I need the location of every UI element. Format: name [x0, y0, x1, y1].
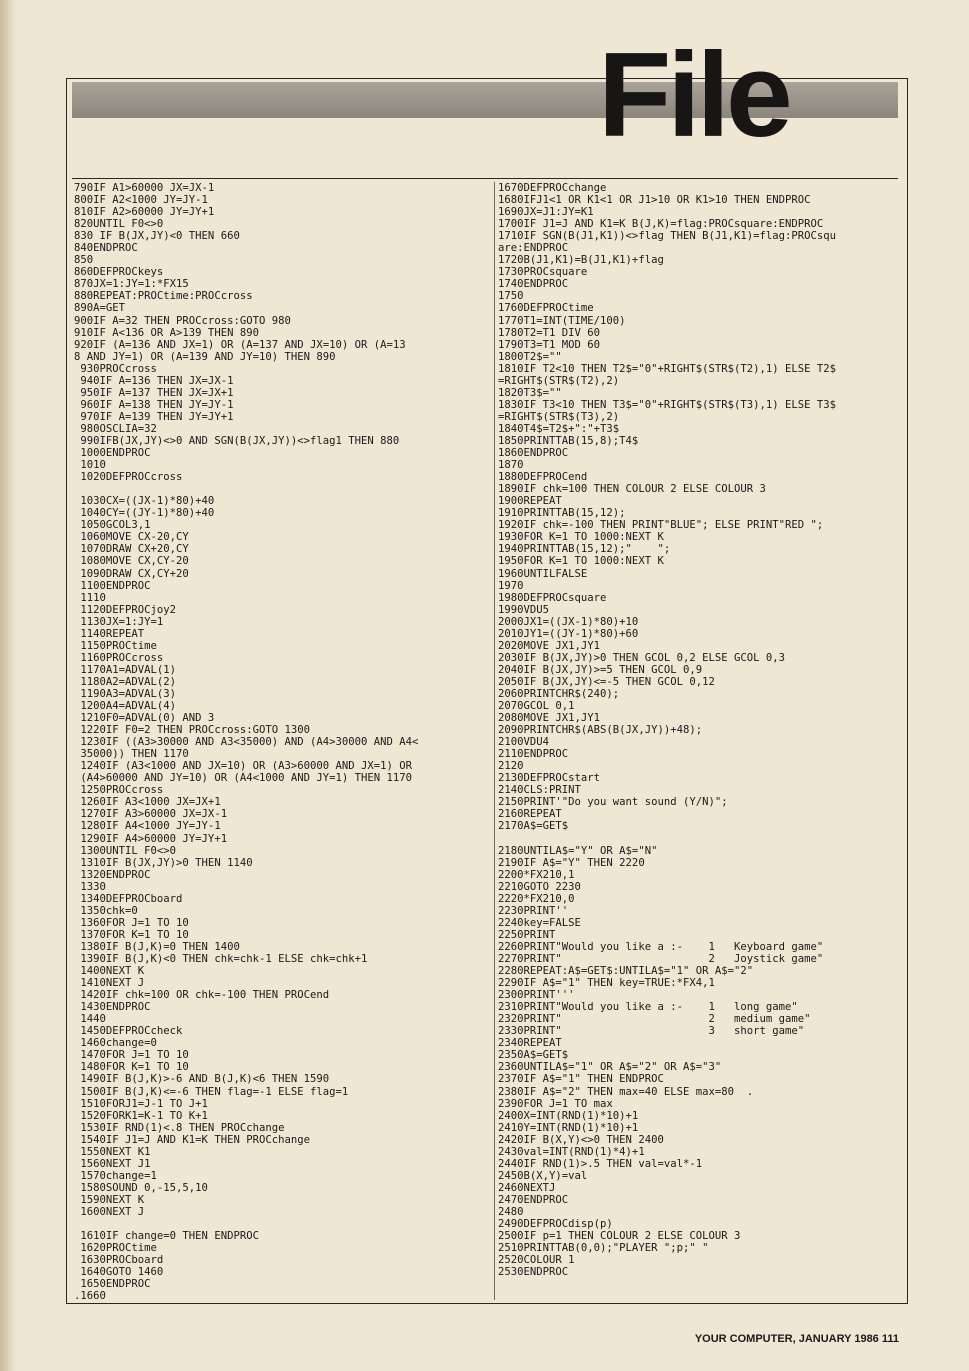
code-line: [74, 483, 494, 495]
code-line: 1040CY=((JY-1)*80)+40: [74, 507, 215, 520]
code-line: 2160REPEAT: [498, 808, 562, 821]
code-line: 1750: [498, 290, 524, 303]
code-line: 990IFB(JX,JY)<>0 AND SGN(B(JX,JY))<>flag1 THEN 880: [74, 434, 400, 447]
code-line: 1410NEXT J: [74, 977, 145, 990]
code-line: 1280IF A4<1000 JY=JY-1: [74, 820, 221, 833]
code-line: 980OSCLIA=32: [74, 422, 157, 435]
code-line: 1870: [498, 459, 524, 472]
code-line: 1140REPEAT: [74, 627, 145, 640]
code-line: 2060PRINTCHR$(240);: [498, 687, 620, 700]
code-line: =RIGHT$(STR$(T2),2): [498, 374, 620, 387]
code-line: 1840T4$=T2$+":"+T3$: [498, 422, 620, 435]
code-line: 2510PRINTTAB(0,0);"PLAYER ";p;" ": [498, 1242, 709, 1255]
code-line: 1560NEXT J1: [74, 1157, 151, 1170]
code-line: 1100ENDPROC: [74, 579, 151, 592]
code-line: 1730PROCsquare: [498, 266, 588, 279]
code-line: 910IF A<136 OR A>139 THEN 890: [74, 326, 259, 339]
code-line: 1090DRAW CX,CY+20: [74, 567, 189, 580]
code-line: 1220IF F0=2 THEN PROCcross:GOTO 1300: [74, 724, 310, 737]
code-line: 1400NEXT K: [74, 965, 145, 978]
code-line: 1440: [74, 1013, 106, 1026]
code-line: 2400X=INT(RND(1)*10)+1: [498, 1109, 639, 1122]
code-line: 2140CLS:PRINT: [498, 784, 581, 797]
code-line: 1320ENDPROC: [74, 868, 151, 881]
code-line: 1790T3=T1 MOD 60: [498, 338, 601, 351]
code-line: 1450DEFPROCcheck: [74, 1025, 183, 1038]
code-line: 2090PRINTCHR$(ABS(B(JX,JY))+48);: [498, 724, 703, 737]
code-line: 2210GOTO 2230: [498, 880, 581, 893]
code-line: 1420IF chk=100 OR chk=-100 THEN PROCend: [74, 989, 330, 1002]
code-line: 1130JX=1:JY=1: [74, 615, 164, 628]
code-line: 1620PROCtime: [74, 1242, 157, 1255]
code-line: 2320PRINT" 2 medium game": [498, 1013, 811, 1026]
code-line: 1300UNTIL F0<>0: [74, 844, 177, 857]
code-line: 1890IF chk=100 THEN COLOUR 2 ELSE COLOUR 3: [498, 483, 766, 496]
code-line: 2500IF p=1 THEN COLOUR 2 ELSE COLOUR 3: [498, 1230, 741, 1243]
code-line: 1150PROCtime: [74, 639, 157, 652]
code-line: 970IF A=139 THEN JY=JY+1: [74, 410, 234, 423]
page-edge-shadow: [0, 0, 16, 1371]
code-line: 1770T1=INT(TIME/100): [498, 314, 626, 327]
code-line: 850: [74, 254, 94, 267]
code-line: 2430val=INT(RND(1)*4)+1: [498, 1145, 645, 1158]
code-line: 2260PRINT"Would you like a :- 1 Keyboard game": [498, 940, 824, 953]
code-line: 1600NEXT J: [74, 1205, 145, 1218]
code-line: 2280REPEAT:A$=GET$:UNTILA$="1" OR A$="2": [498, 965, 754, 978]
code-line: 1190A3=ADVAL(3): [74, 687, 177, 700]
code-line: 2290IF A$="1" THEN key=TRUE:*FX4,1: [498, 977, 715, 990]
code-line: 1810IF T2<10 THEN T2$="0"+RIGHT$(STR$(T2),1) ELSE T2$: [498, 362, 837, 375]
code-line: 2120: [498, 760, 524, 773]
code-line: 2380IF A$="2" THEN max=40 ELSE max=80 .: [498, 1085, 754, 1098]
code-line: 1530IF RND(1)<.8 THEN PROCchange: [74, 1121, 285, 1134]
code-line: 1030CX=((JX-1)*80)+40: [74, 495, 215, 508]
code-line: 2530ENDPROC: [498, 1266, 569, 1279]
code-line: 1550NEXT K1: [74, 1145, 151, 1158]
code-line: 2010JY1=((JY-1)*80)+60: [498, 627, 639, 640]
code-line: 1950FOR K=1 TO 1000:NEXT K: [498, 555, 664, 568]
page-footer: YOUR COMPUTER, JANUARY 1986 111: [694, 1333, 899, 1345]
code-line: 1070DRAW CX+20,CY: [74, 543, 189, 556]
code-line: (A4>60000 AND JY=10) OR (A4<1000 AND JY=1) THEN 1170: [74, 772, 413, 785]
code-line: 2070GCOL 0,1: [498, 700, 575, 713]
code-line: 1670DEFPROCchange: [498, 182, 607, 194]
code-line: 1290IF A4>60000 JY=JY+1: [74, 832, 228, 845]
code-line: 2490DEFPROCdisp(p): [498, 1218, 613, 1231]
code-line: 2330PRINT" 3 short game": [498, 1025, 805, 1038]
code-line: 1270IF A3>60000 JX=JX-1: [74, 808, 228, 821]
code-line: 2110ENDPROC: [498, 748, 569, 761]
code-line: 810IF A2>60000 JY=JY+1: [74, 206, 215, 219]
code-line: 1740ENDPROC: [498, 278, 569, 291]
code-line: 1650ENDPROC: [74, 1278, 151, 1291]
code-line: 1710IF SGN(B(J1,K1))<>flag THEN B(J1,K1)=flag:PROCsqu: [498, 230, 837, 243]
code-line: 930PROCcross: [74, 362, 157, 375]
code-line: 1610IF change=0 THEN ENDPROC: [74, 1230, 259, 1243]
code-line: 920IF (A=136 AND JX=1) OR (A=137 AND JX=10) OR (A=13: [74, 338, 406, 351]
code-listing-left-column: [74, 182, 494, 1302]
code-line: 2450B(X,Y)=val: [498, 1169, 588, 1182]
code-line: 1460change=0: [74, 1037, 157, 1050]
code-line: 2470ENDPROC: [498, 1193, 569, 1206]
code-line: 950IF A=137 THEN JX=JX+1: [74, 386, 234, 399]
code-line: 1260IF A3<1000 JX=JX+1: [74, 796, 221, 809]
code-line: 2310PRINT"Would you like a :- 1 long game": [498, 1001, 798, 1014]
code-line: 2440IF RND(1)>.5 THEN val=val*-1: [498, 1157, 703, 1170]
code-line: 1470FOR J=1 TO 10: [74, 1049, 189, 1062]
code-line: 1590NEXT K: [74, 1193, 145, 1206]
code-line: 2460NEXTJ: [498, 1181, 556, 1194]
code-line: 1000ENDPROC: [74, 447, 151, 460]
code-line: 1380IF B(J,K)=0 THEN 1400: [74, 940, 240, 953]
code-line: 1630PROCboard: [74, 1254, 164, 1267]
code-line: 2420IF B(X,Y)<>0 THEN 2400: [498, 1133, 664, 1146]
code-line: 2410Y=INT(RND(1)*10)+1: [498, 1121, 639, 1134]
code-line: 1480FOR K=1 TO 10: [74, 1061, 189, 1074]
code-line: 1520FORK1=K-1 TO K+1: [74, 1109, 208, 1122]
code-line: 1160PROCcross: [74, 651, 164, 664]
code-line: 1570change=1: [74, 1169, 157, 1182]
code-line: 2390FOR J=1 TO max: [498, 1097, 613, 1110]
code-line: 880REPEAT:PROCtime:PROCcross: [74, 290, 253, 303]
code-line: 8 AND JY=1) OR (A=139 AND JY=10) THEN 890: [74, 350, 336, 363]
code-line: 2300PRINT''': [498, 989, 575, 1002]
code-line: 1230IF ((A3>30000 AND A3<35000) AND (A4>30000 AND A4<: [74, 736, 419, 749]
code-line: 1340DEFPROCboard: [74, 892, 183, 905]
code-line: [498, 833, 903, 845]
code-line: 1430ENDPROC: [74, 1001, 151, 1014]
code-line: 2050IF B(JX,JY)<=-5 THEN GCOL 0,12: [498, 675, 715, 688]
code-line: 1980DEFPROCsquare: [498, 591, 607, 604]
code-line: 900IF A=32 THEN PROCcross:GOTO 980: [74, 314, 291, 327]
code-line: 1900REPEAT: [498, 495, 562, 508]
section-title: File: [598, 28, 789, 162]
code-line: 840ENDPROC: [74, 242, 138, 255]
code-line: 2130DEFPROCstart: [498, 772, 601, 785]
code-line: 1390IF B(J,K)<0 THEN chk=chk-1 ELSE chk=chk+1: [74, 953, 368, 965]
code-line: 35000)) THEN 1170: [74, 748, 189, 761]
code-line: 1180A2=ADVAL(2): [74, 675, 177, 688]
code-line: 1860ENDPROC: [498, 447, 569, 460]
code-line: 1540IF J1=J AND K1=K THEN PROCchange: [74, 1133, 310, 1146]
code-line: 1060MOVE CX-20,CY: [74, 531, 189, 544]
code-line: 1490IF B(J,K)>-6 AND B(J,K)<6 THEN 1590: [74, 1073, 330, 1086]
code-line: 2080MOVE JX1,JY1: [498, 712, 601, 725]
code-line: 1720B(J1,K1)=B(J1,K1)+flag: [498, 254, 664, 267]
code-line: 1780T2=T1 DIV 60: [498, 326, 601, 339]
code-line: 1120DEFPROCjoy2: [74, 603, 177, 616]
code-line: 1210F0=ADVAL(0) AND 3: [74, 712, 215, 725]
code-listing-right-column: [498, 182, 903, 1278]
code-line: 1020DEFPROCcross: [74, 471, 183, 484]
code-line: 800IF A2<1000 JY=JY-1: [74, 194, 208, 207]
code-line: 1910PRINTTAB(15,12);: [498, 507, 626, 520]
code-line: 830 IF B(JX,JY)<0 THEN 660: [74, 230, 240, 243]
code-line: 2270PRINT" 2 Joystick game": [498, 953, 824, 965]
code-line: 2480: [498, 1205, 524, 1218]
code-line: 1930FOR K=1 TO 1000:NEXT K: [498, 531, 664, 544]
code-line: 1310IF B(JX,JY)>0 THEN 1140: [74, 856, 253, 869]
code-line: 1240IF (A3<1000 AND JX=10) OR (A3>60000 AND JX=1) OR: [74, 760, 413, 773]
code-line: 1080MOVE CX,CY-20: [74, 555, 189, 568]
code-line: 1940PRINTTAB(15,12);" ";: [498, 543, 671, 556]
code-line: 1360FOR J=1 TO 10: [74, 916, 189, 929]
code-line: 1050GCOL3,1: [74, 519, 151, 532]
code-line: 2000JX1=((JX-1)*80)+10: [498, 615, 639, 628]
code-line: 2370IF A$="1" THEN ENDPROC: [498, 1073, 664, 1086]
code-line: 1580SOUND 0,-15,5,10: [74, 1181, 208, 1194]
code-line: 1640GOTO 1460: [74, 1266, 164, 1279]
code-line: 2340REPEAT: [498, 1037, 562, 1050]
code-line: 2190IF A$="Y" THEN 2220: [498, 856, 645, 869]
code-line: 2040IF B(JX,JY)>=5 THEN GCOL 0,9: [498, 663, 703, 676]
code-line: 1370FOR K=1 TO 10: [74, 928, 189, 941]
code-line: 1700IF J1=J AND K1=K B(J,K)=flag:PROCsquare:ENDPROC: [498, 218, 824, 231]
code-line: 1250PROCcross: [74, 784, 164, 797]
code-line: 1960UNTILFALSE: [498, 567, 588, 580]
code-line: 1850PRINTTAB(15,8);T4$: [498, 434, 639, 447]
code-line: 1820T3$="": [498, 386, 562, 399]
code-line: 1690JX=J1:JY=K1: [498, 206, 594, 219]
code-line: 1200A4=ADVAL(4): [74, 700, 177, 713]
code-line: 790IF A1>60000 JX=JX-1: [74, 182, 215, 194]
code-line: 2350A$=GET$: [498, 1049, 569, 1062]
code-line: 1830IF T3<10 THEN T3$="0"+RIGHT$(STR$(T3),1) ELSE T3$: [498, 398, 837, 411]
code-line: =RIGHT$(STR$(T3),2): [498, 410, 620, 423]
code-line: 2020MOVE JX1,JY1: [498, 639, 601, 652]
code-line: 1510FORJ1=J-1 TO J+1: [74, 1097, 208, 1110]
code-line: 1680IFJ1<1 OR K1<1 OR J1>10 OR K1>10 THEN ENDPROC: [498, 194, 811, 207]
code-line: 960IF A=138 THEN JY=JY-1: [74, 398, 234, 411]
code-line: 2220*FX210,0: [498, 892, 575, 905]
code-line: 2150PRINT'"Do you want sound (Y/N)";: [498, 796, 728, 809]
code-line: 2180UNTILA$="Y" OR A$="N": [498, 844, 658, 857]
code-line: 1920IF chk=-100 THEN PRINT"BLUE"; ELSE PRINT"RED ";: [498, 519, 824, 532]
code-line: 940IF A=136 THEN JX=JX-1: [74, 374, 234, 387]
code-line: 1970: [498, 579, 524, 592]
code-line: 1760DEFPROCtime: [498, 302, 594, 315]
code-line: 2250PRINT: [498, 928, 556, 941]
code-line: 1330: [74, 880, 106, 893]
column-divider: [494, 182, 495, 1300]
code-line: 860DEFPROCkeys: [74, 266, 164, 279]
code-line: 820UNTIL F0<>0: [74, 218, 164, 231]
code-line: 2100VDU4: [498, 736, 550, 749]
code-line: 1990VDU5: [498, 603, 550, 616]
code-line: 1110: [74, 591, 106, 604]
code-line: [74, 1218, 494, 1230]
code-line: 2230PRINT'': [498, 904, 569, 917]
code-line: 1880DEFPROCend: [498, 471, 588, 484]
code-line: 1500IF B(J,K)<=-6 THEN flag=-1 ELSE flag=1: [74, 1085, 349, 1098]
code-line: 870JX=1:JY=1:*FX15: [74, 278, 189, 291]
code-line: 2200*FX210,1: [498, 868, 575, 881]
code-line: 2240key=FALSE: [498, 916, 581, 929]
code-line: 2170A$=GET$: [498, 820, 569, 833]
code-line: 1170A1=ADVAL(1): [74, 663, 177, 676]
code-line: 2520COLOUR 1: [498, 1254, 575, 1267]
code-line: 1010: [74, 459, 106, 472]
code-line: are:ENDPROC: [498, 242, 569, 255]
code-line: .1660: [74, 1290, 106, 1303]
code-line: 1350chk=0: [74, 904, 138, 917]
title-rule: [72, 178, 898, 179]
code-line: 1800T2$="": [498, 350, 562, 363]
code-line: 2030IF B(JX,JY)>0 THEN GCOL 0,2 ELSE GCOL 0,3: [498, 651, 786, 664]
code-line: 2360UNTILA$="1" OR A$="2" OR A$="3": [498, 1061, 722, 1074]
code-line: 890A=GET: [74, 302, 126, 315]
